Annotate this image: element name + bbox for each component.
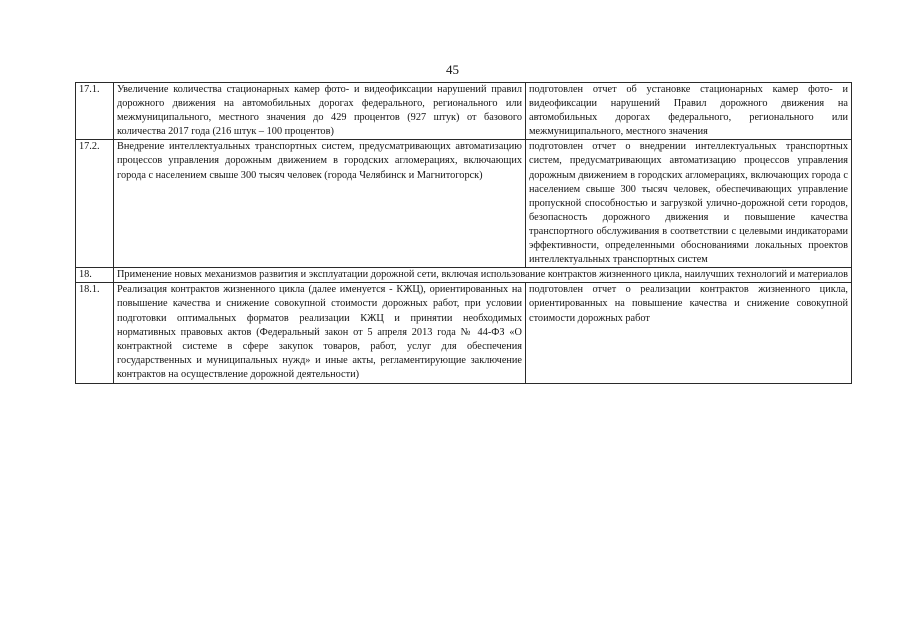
row-number: 17.1. [76, 83, 114, 140]
activity-cell: Внедрение интеллектуальных транспортных систем, предусматривающих автоматизацию процессов управления дорожным движением в городских агломерациях, включающих города с населением свыше 300 тысяч человек (города Челябинск и Магнитогорск) [114, 140, 526, 268]
table-row [76, 283, 852, 384]
row-number: 18. [76, 268, 114, 283]
page-number: 45 [446, 62, 459, 77]
activity-cell: Реализация контрактов жизненного цикла (далее именуется - КЖЦ), ориентированных на повышение качества и снижение совокупной стоимости дорожных работ, при условии подготовки оптимальных форматов реализации КЖЦ и принятии необходимых нормативных правовых актов (Федеральный закон от 5 апреля 2013 года № 44-ФЗ «О контрактной системе в сфере закупок товаров, работ, услуг для обеспечения государственных и муниципальных нужд» и иные акты, регламентирующие заключение контрактов на осуществление дорожной деятельности) [114, 283, 526, 384]
section-heading-row [76, 268, 852, 283]
row-number: 18.1. [76, 283, 114, 384]
result-cell: подготовлен отчет о реализации контрактов жизненного цикла, ориентированных на повышение качества и снижение совокупной стоимости дорожных работ [526, 283, 852, 384]
table-row [76, 140, 852, 268]
section-heading: Применение новых механизмов развития и эксплуатации дорожной сети, включая использование контрактов жизненного цикла, наилучших технологий и материалов [114, 268, 852, 283]
activity-cell: Увеличение количества стационарных камер фото- и видеофиксации нарушений правил дорожного движения на автомобильных дорогах федерального, регионального или межмуниципального, местного значения до 429 процентов (927 штук) от базового количества 2017 года (216 штук – 100 процентов) [114, 83, 526, 140]
table-row [76, 83, 852, 140]
measures-table [75, 82, 852, 384]
result-cell: подготовлен отчет о внедрении интеллектуальных транспортных систем, предусматривающих автоматизацию процессов управления дорожным движением в городских агломерациях, включающих города с населением свыше 300 тысяч человек, обеспечивающих управление пропускной способностью и загрузкой улично-дорожной сети городов, безопасность дорожного движения и повышение качества транспортного обслуживания в соответствии с целевыми индикаторами эффективности, определенными обоснованиями локальных проектов интеллектуальных транспортных систем [526, 140, 852, 268]
row-number: 17.2. [76, 140, 114, 268]
result-cell: подготовлен отчет об установке стационарных камер фото- и видеофиксации нарушений Правил дорожного движения на автомобильных дорогах федерального, регионального или межмуниципального, местного значения [526, 83, 852, 140]
